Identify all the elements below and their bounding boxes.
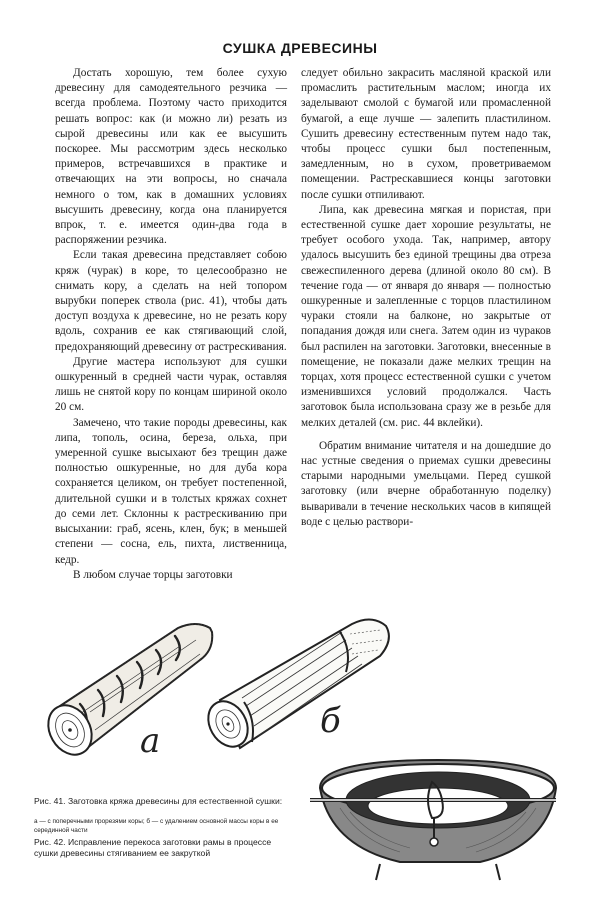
paragraph: Липа, как древесина мягкая и пористая, при естественной сушке дает хорошие результаты, не требует особого ухода. Так, например, автору удалось высушить без единой трещины два отреза свежеспиленного дерева (длиной около 80 см). В течение года — от января до января — полностью ошкуренные и залепленные с торцов пластилином чураки стояли на балконе, но закрытые от попадания дождя или снега. Затем один из чураков был распилен на заготовки. Заготовки, внесенные в помещение, не показали даже мелких трещин на торцах, хотя процесс естественной сушки с учетом изменившихся условий продолжался. Часть заготовок была использована сразу же в резьбе для мелких деталей (см. рис. 44 вклейки). (301, 203, 551, 429)
paragraph: Достать хорошую, тем более сухую древесину для самодеятельного резчика — всегда проблема. Поэтому часто приходится решать вопрос: как (и можно ли) резать из сырой древесины или как ее высушить поскорее. Мы рассмотрим здесь несколько примеров, встречавшихся в практике и отвечающих на эти вопросы, но сначала немного о том, как в домашних условиях высушить древесину, когда она планируется впрок, т. е. имеется один-два года в распоряжении резчика. (55, 67, 287, 247)
bowl-illustration (310, 760, 556, 880)
paragraph: Другие мастера используют для сушки ошкуренный в средней части чурак, оставляя лишь не снятой кору по концам шириной около 20 см. (55, 355, 287, 414)
figures-illustration (0, 600, 600, 924)
log-a-illustration (40, 624, 213, 763)
label-a: а (140, 721, 161, 761)
paragraph: Если такая древесина представляет собою кряж (чурак) в коре, то целесообразно не снимать кору, а сделать на ней топором вырубки поперек ствола (рис. 41), чтобы дать доступ воздуха к древесине, но не резать кору вдоль, сохранив ее как стягивающий слой, предохраняющий древесину от растрескивания. (55, 249, 287, 353)
left-text-column (55, 66, 287, 583)
paragraph: В любом случае торцы заготовки (73, 568, 233, 581)
right-text-column (301, 66, 551, 530)
figure-41-subcaption: а — с поперечными прорезями коры; б — с удалением основной массы коры в ее серединной части (34, 818, 279, 834)
paragraph: следует обильно закрасить масляной краской или промаслить растительным маслом; иногда их заделывают смолой с бумагой или промасленной бумагой, а еще лучше — залепить пластилином. Сушить древесину естественным путем надо так, чтобы процесс сушки был постепенным, замедленным, но в сухом, проветриваемом помещении. Растрескавшиеся концы заготовки после сушки отпиливают. (301, 67, 551, 201)
log-b-illustration (200, 619, 388, 753)
paragraph: Замечено, что такие породы древесины, как липа, тополь, осина, береза, ольха, при умеренной сушке высыхают без трещин даже полностью ошкуренные, но для дуба кора сохраняется целиком, он требует постепенной, длительной сушки и в толстых кряжах сохнет до семи лет. Склонны к растрескиванию при высыхании: граб, ясень, клен, бук; в меньшей степени — сосна, ель, пихта, лиственница, кедр. (55, 416, 287, 566)
figure-42-caption: Рис. 42. Исправление перекоса заготовки рамы в процессе сушки древесины стягиванием ее закруткой (34, 837, 272, 858)
page-title: СУШКА ДРЕВЕСИНЫ (222, 40, 378, 56)
paragraph: Обратим внимание читателя и на дошедшие до нас устные сведения о приемах сушки древесины старыми народными умельцами. Перед сушкой заготовку (или вчерне обработанную поделку) вываривали в течение нескольких часов в кипящей воде с целью раствори- (301, 439, 551, 528)
figure-41-caption: Рис. 41. Заготовка кряжа древесины для естественной сушки: (34, 796, 283, 806)
label-b: б (320, 701, 341, 741)
